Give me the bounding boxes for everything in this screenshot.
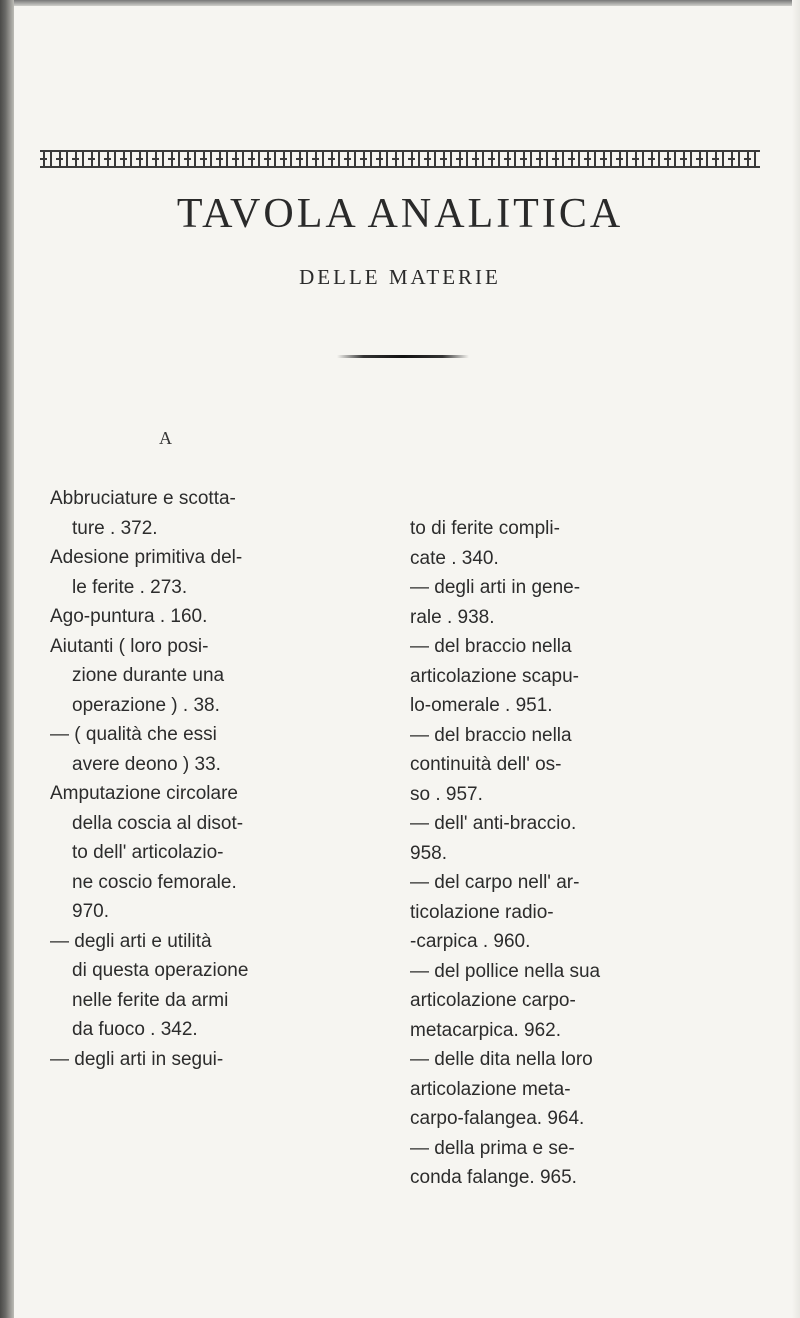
index-entry-line: cate . 340. [410,547,499,569]
decorative-rule [337,355,469,358]
page-subtitle: DELLE MATERIE [299,265,501,289]
index-entry-line: Amputazione circolare [50,783,238,804]
decorative-border [40,150,760,168]
index-entry-line: le ferite . 273. [72,576,188,598]
index-column-right [410,514,710,1193]
index-entry-line: nelle ferite da armi [72,989,229,1011]
index-entry-line: conda falange. 965. [410,1167,577,1188]
index-entry-line: operazione ) . 38. [72,694,220,716]
index-column-left [50,484,350,1074]
index-entry-line: da fuoco . 342. [72,1019,198,1040]
index-entry-line: — del braccio nella [410,636,572,657]
index-entry-line: carpo-falangea. 964. [410,1108,585,1129]
index-entry-line: — delle dita nella loro [410,1049,593,1070]
index-entry-line: — degli arti in segui- [50,1048,224,1070]
scan-top-shadow [0,0,800,6]
page-title: TAVOLA ANALITICA [176,191,624,237]
index-entry-line: articolazione scapu- [410,665,579,687]
section-letter: A [159,428,172,448]
index-entry-line: metacarpica. 962. [410,1019,562,1041]
index-entry-line: rale . 938. [410,606,495,628]
index-entry-line: lo-omerale . 951. [410,695,553,716]
index-entry-line: Aiutanti ( loro posi- [50,635,209,657]
index-entry-line: continuità dell' os- [410,754,562,775]
index-entry-line: Abbruciature e scotta- [50,488,236,509]
index-entry-line: — ( qualità che essi [50,724,217,745]
index-entry-line: — del carpo nell' ar- [410,872,580,893]
index-entry-line: 970. [72,901,109,922]
index-entry-line: articolazione carpo- [410,990,576,1011]
index-entry-line: zione durante una [72,665,225,686]
index-entry-line: to di ferite compli- [410,518,560,539]
index-entry-line: — della prima e se- [410,1137,575,1159]
index-entry-line: to dell' articolazio- [72,842,224,863]
index-entry-line: so . 957. [410,783,483,805]
index-entry-line: -carpica . 960. [410,931,531,952]
index-entry-line: Adesione primitiva del- [50,547,243,568]
index-entry-line: — degli arti in gene- [410,577,581,598]
index-entry-line: Ago-puntura . 160. [50,606,208,627]
index-entry-line: della coscia al disot- [72,812,244,834]
index-entry-line: articolazione meta- [410,1078,571,1100]
index-entry-line: ne coscio femorale. [72,871,237,893]
index-entry-line: ture . 372. [72,517,158,539]
index-entry-line: ticolazione radio- [410,901,554,923]
index-entry-line: avere deono ) 33. [72,753,221,775]
index-entry-line: — degli arti e utilità [50,930,212,952]
index-entry-line: — del braccio nella [410,724,572,746]
index-entry-line: — del pollice nella sua [410,960,601,982]
index-entry-line: — dell' anti-braccio. [410,813,577,834]
index-entry-line: 958. [410,842,447,864]
index-entry-line: di questa operazione [72,960,249,981]
